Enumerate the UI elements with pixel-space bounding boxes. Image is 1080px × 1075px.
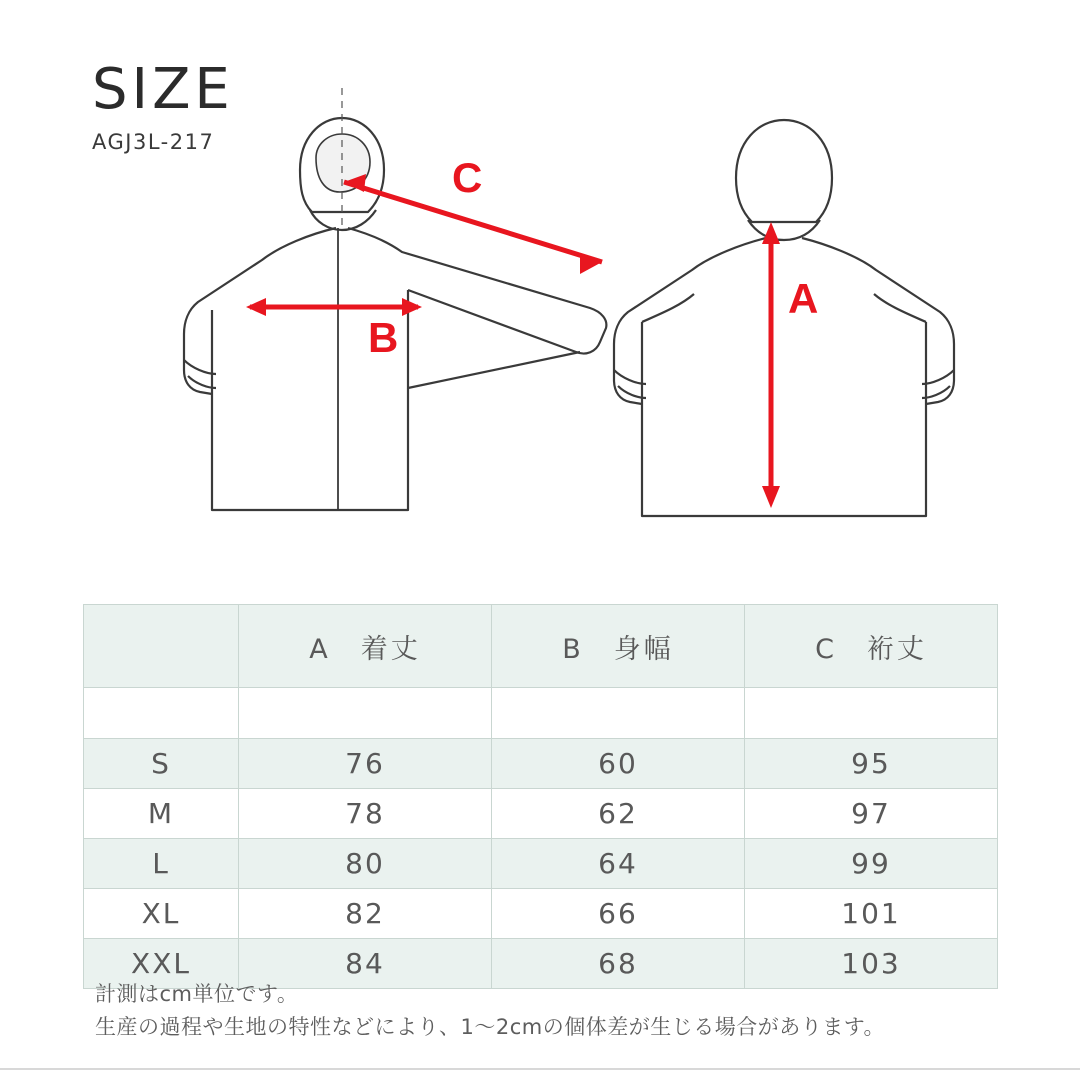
row-value-c: 97: [745, 789, 998, 839]
label-c: C: [452, 154, 483, 201]
table-header-b: B 身幅: [492, 605, 745, 688]
label-b: B: [368, 314, 399, 361]
row-value-c: 95: [745, 739, 998, 789]
row-value-b: 68: [492, 939, 745, 989]
table-header-corner: [84, 605, 239, 688]
table-header-c: C 裄丈: [745, 605, 998, 688]
length-measure-arrow-a: [762, 222, 780, 508]
row-value-a: 80: [239, 839, 492, 889]
size-table: [83, 604, 998, 989]
bottom-divider: [0, 1068, 1080, 1070]
diagram-svg: [150, 70, 980, 570]
spacer-cell: [239, 688, 492, 739]
row-size-label: XL: [84, 889, 239, 939]
row-size-label: XXL: [84, 939, 239, 989]
spacer-cell: [745, 688, 998, 739]
product-code: AGJ3L-217: [92, 130, 215, 154]
note-line-1: 計測はcm単位です。: [95, 982, 299, 1006]
table-row: [84, 789, 998, 839]
row-value-c: 103: [745, 939, 998, 989]
measurement-diagram: [150, 70, 980, 575]
row-value-c: 101: [745, 889, 998, 939]
spacer-cell: [492, 688, 745, 739]
row-value-b: 64: [492, 839, 745, 889]
spacer-cell: [84, 688, 239, 739]
row-size-label: S: [84, 739, 239, 789]
row-value-c: 99: [745, 839, 998, 889]
table-header-row: [84, 605, 998, 688]
note-line-2: 生産の過程や生地の特性などにより、1〜2cmの個体差が生じる場合があります。: [95, 1014, 886, 1039]
row-value-a: 76: [239, 739, 492, 789]
row-value-b: 62: [492, 789, 745, 839]
table-spacer-row: [84, 688, 998, 739]
row-size-label: L: [84, 839, 239, 889]
row-value-b: 66: [492, 889, 745, 939]
table-row: [84, 839, 998, 889]
table-row: [84, 889, 998, 939]
table-row: [84, 739, 998, 789]
page-title: SIZE: [92, 57, 234, 122]
table-header-a: A 着丈: [239, 605, 492, 688]
row-value-a: 82: [239, 889, 492, 939]
row-size-label: M: [84, 789, 239, 839]
size-table-wrapper: [83, 604, 997, 989]
notes-block: [95, 978, 885, 1043]
row-value-a: 78: [239, 789, 492, 839]
row-value-a: 84: [239, 939, 492, 989]
jacket-back-illustration: [614, 120, 954, 516]
row-value-b: 60: [492, 739, 745, 789]
label-a: A: [788, 275, 819, 322]
